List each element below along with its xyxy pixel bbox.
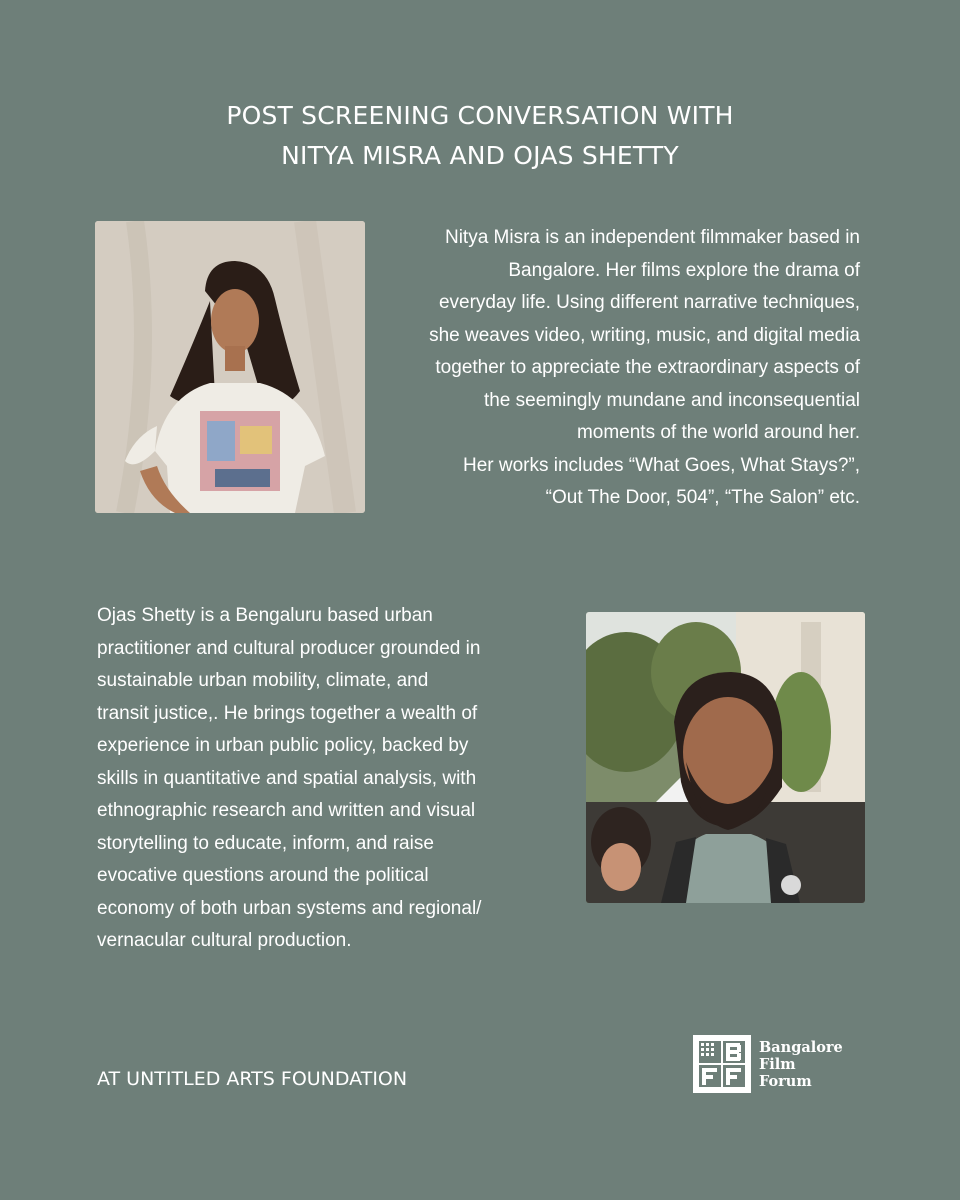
bio-line: practitioner and cultural producer grounded in <box>97 637 481 659</box>
bio-line: “Out The Door, 504”, “The Salon” etc. <box>545 487 860 508</box>
event-title-line-2: NITYA MISRA AND OJAS SHETTY <box>281 141 679 170</box>
bio-line: transit justice,. He brings together a wealth of <box>97 702 478 724</box>
bio-line: ethnographic research and written and visual <box>97 800 476 821</box>
bio-line: sustainable urban mobility, climate, and <box>97 670 429 691</box>
bio-line: evocative questions around the political <box>97 865 429 886</box>
ojas-shetty-photo <box>586 612 865 903</box>
ojas-shetty-bio <box>97 600 567 958</box>
bio-line: Ojas Shetty is a Bengaluru based urban <box>97 605 433 626</box>
bio-line: together to appreciate the extraordinary aspects of <box>435 357 860 378</box>
venue-label: AT UNTITLED ARTS FOUNDATION <box>97 1068 408 1090</box>
bio-line: Bangalore. Her films explore the drama of <box>508 259 860 281</box>
bio-line: storytelling to educate, inform, and raise <box>97 832 434 854</box>
logo-wordmark <box>759 1039 843 1090</box>
nitya-misra-bio <box>380 222 860 515</box>
bio-line: she weaves video, writing, music, and digital media <box>429 324 860 346</box>
bio-line: skills in quantitative and spatial analysis, with <box>97 767 477 789</box>
logo-word: Film <box>759 1056 796 1073</box>
bff-pixel-logo-icon <box>693 1035 751 1093</box>
bio-line: everyday life. Using different narrative techniques, <box>438 292 860 313</box>
bio-line: Her works includes “What Goes, What Stays?”, <box>462 454 860 476</box>
event-title <box>0 96 960 176</box>
bio-line: the seemingly mundane and inconsequential <box>483 389 860 411</box>
bio-line: Nitya Misra is an independent filmmaker based in <box>444 227 860 248</box>
bio-line: vernacular cultural production. <box>97 930 352 951</box>
bio-line: moments of the world around her. <box>576 422 860 443</box>
event-title-line-1: POST SCREENING CONVERSATION WITH <box>226 101 734 130</box>
nitya-misra-photo <box>95 221 365 513</box>
logo-word: Forum <box>759 1073 812 1090</box>
logo-word: Bangalore <box>759 1039 843 1056</box>
bio-line: economy of both urban systems and regional/ <box>97 897 482 919</box>
bangalore-film-forum-logo <box>693 1035 863 1097</box>
bio-line: experience in urban public policy, backed by <box>97 735 469 756</box>
